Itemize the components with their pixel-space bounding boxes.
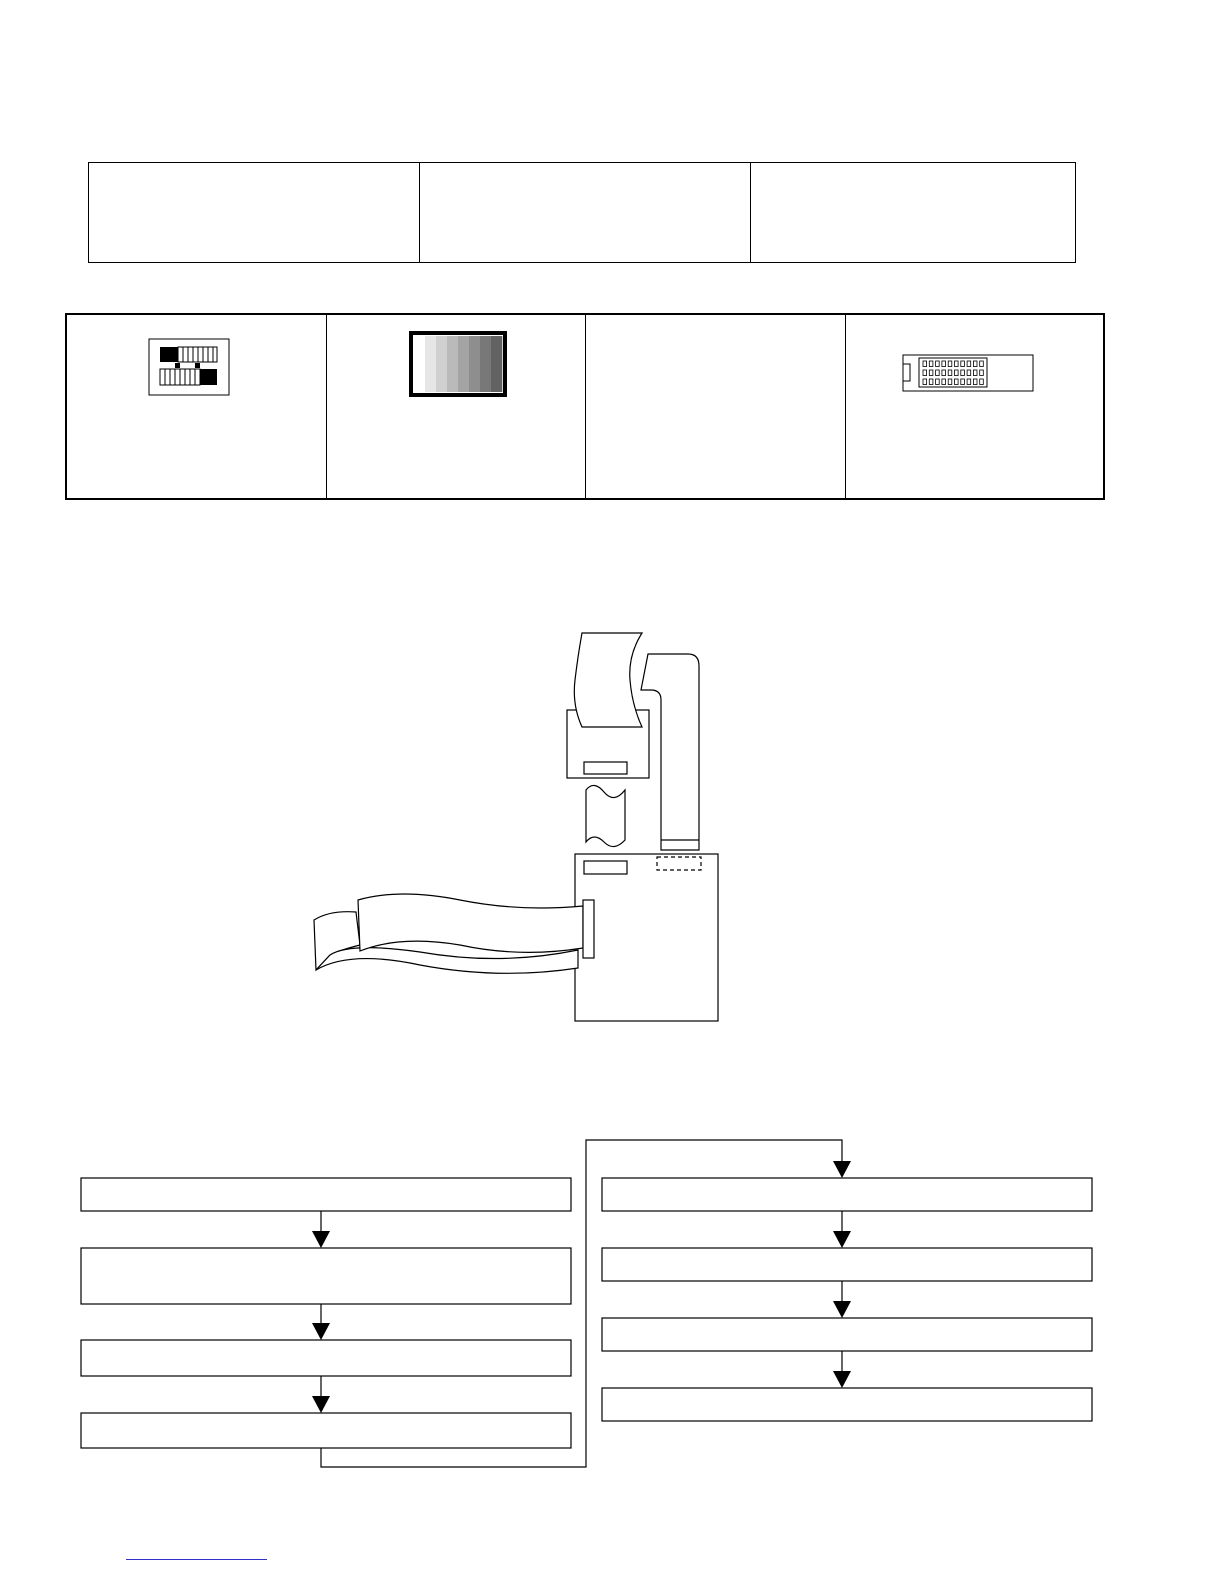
- pattern-table-cell-scart: [846, 315, 1103, 498]
- scart-pin: [967, 361, 971, 367]
- scart-pin: [936, 379, 940, 385]
- scart-pin: [973, 379, 977, 385]
- gray-scale-step: [447, 336, 458, 392]
- flow-arrowhead-left-1: [312, 1231, 330, 1248]
- scart-pin: [961, 370, 965, 376]
- scart-pin: [961, 361, 965, 367]
- scart-pin: [980, 361, 984, 367]
- flow-step-left-2: [81, 1248, 571, 1304]
- gray-scale-step: [491, 336, 502, 392]
- scart-connector-icon: [902, 354, 1034, 392]
- ribbon-cable-left-upper: [358, 894, 583, 952]
- scart-pin: [923, 379, 927, 385]
- scart-pin: [923, 370, 927, 376]
- flow-arrowhead-left-3: [312, 1396, 330, 1413]
- scart-pin: [948, 361, 952, 367]
- scart-pin: [955, 361, 959, 367]
- flow-step-left-1: [81, 1178, 571, 1211]
- scart-pin: [929, 379, 933, 385]
- scart-pin: [980, 379, 984, 385]
- scart-pin: [980, 370, 984, 376]
- instrument-table-cell-2: [420, 163, 751, 262]
- scart-pin: [942, 379, 946, 385]
- gray-scale-step: [458, 336, 469, 392]
- scart-pin: [936, 361, 940, 367]
- lower-board: [575, 854, 718, 1021]
- middle-cable: [586, 785, 625, 846]
- footer-link[interactable]: [126, 1559, 267, 1560]
- flow-arrowhead-right-3: [833, 1371, 851, 1388]
- flow-step-left-4: [81, 1413, 571, 1448]
- flow-step-right-3: [602, 1318, 1092, 1351]
- flowchart: [70, 1130, 1105, 1475]
- scart-pin: [929, 361, 933, 367]
- scart-pin: [961, 379, 965, 385]
- lower-board-connector: [584, 861, 627, 874]
- scart-pin: [973, 370, 977, 376]
- flow-arrowhead-right-1: [833, 1231, 851, 1248]
- scart-pin: [955, 379, 959, 385]
- scart-pin: [942, 370, 946, 376]
- scart-pin: [973, 361, 977, 367]
- scart-pin: [929, 370, 933, 376]
- scart-pin: [936, 370, 940, 376]
- pattern-table: [65, 313, 1105, 500]
- scart-pin: [942, 361, 946, 367]
- flow-arrowhead-right-0: [833, 1161, 851, 1178]
- gray-scale-step: [414, 336, 425, 392]
- upper-board-connector: [584, 762, 627, 774]
- instrument-table: [88, 162, 1076, 263]
- gray-scale-step: [480, 336, 491, 392]
- scart-pin: [948, 379, 952, 385]
- scart-pin: [967, 379, 971, 385]
- gray-scale-step: [425, 336, 436, 392]
- pattern-table-cell-monoscope: [67, 315, 327, 498]
- flow-step-right-2: [602, 1248, 1092, 1281]
- flat-cable-top: [574, 633, 642, 727]
- connection-diagram: [300, 620, 740, 1030]
- monoscope-pattern-icon: [148, 338, 230, 396]
- side-cable: [641, 654, 699, 850]
- lower-board-dashed-connector: [657, 857, 701, 870]
- flow-step-right-4: [602, 1388, 1092, 1421]
- scart-pin: [948, 370, 952, 376]
- pattern-table-cell-empty: [586, 315, 846, 498]
- gray-scale-step: [436, 336, 447, 392]
- gray-scale-step: [469, 336, 480, 392]
- flow-step-right-1: [602, 1178, 1092, 1211]
- flow-step-left-3: [81, 1340, 571, 1376]
- instrument-table-cell-1: [89, 163, 420, 262]
- scart-pin: [923, 361, 927, 367]
- scart-pin: [955, 370, 959, 376]
- gray-scale-pattern-icon: [409, 331, 507, 397]
- lower-board-side-connector: [583, 900, 594, 958]
- flow-arrowhead-left-2: [312, 1323, 330, 1340]
- instrument-table-cell-3: [751, 163, 1075, 262]
- pattern-table-cell-gray-scale: [327, 315, 586, 498]
- scart-pin: [967, 370, 971, 376]
- flow-arrowhead-right-2: [833, 1301, 851, 1318]
